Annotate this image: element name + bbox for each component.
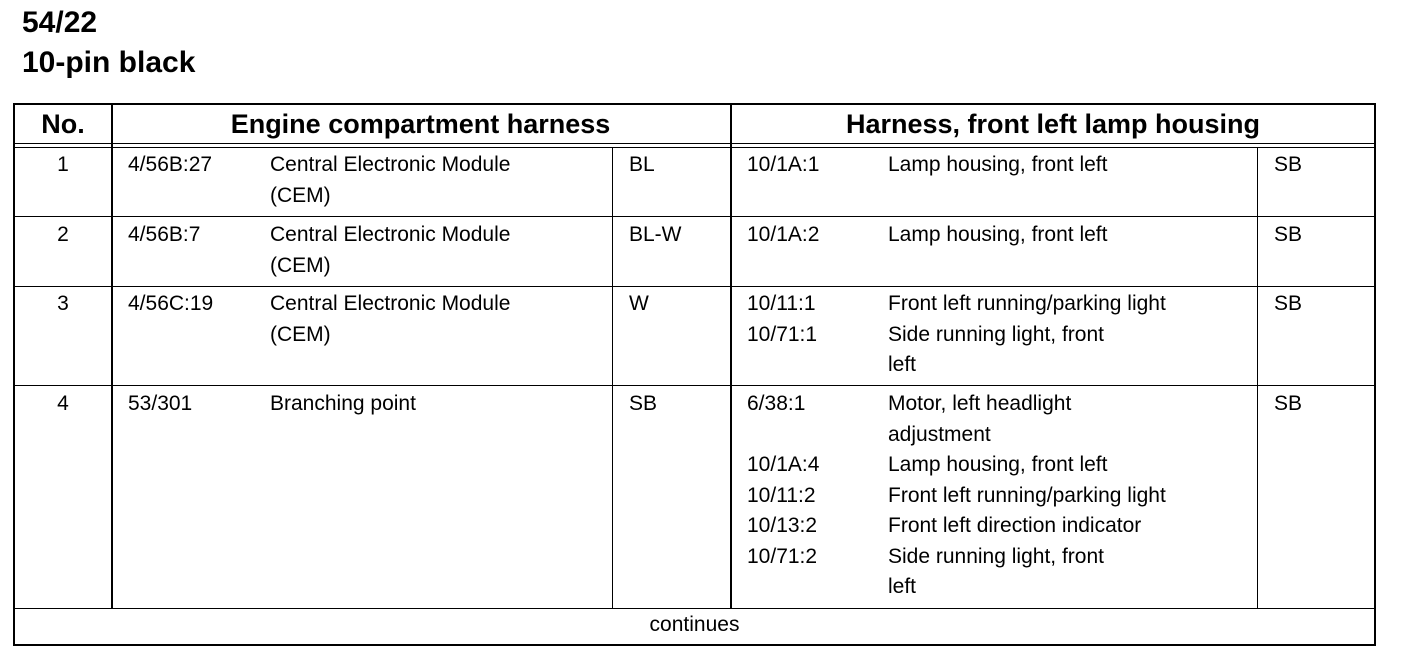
row-4-left-code: 53/301 bbox=[128, 392, 193, 415]
row-1-right-code: 10/1A:1 bbox=[747, 153, 820, 176]
row-3-left-color: W bbox=[629, 292, 649, 315]
pin-table bbox=[13, 103, 1376, 646]
row-separator bbox=[15, 385, 1374, 386]
row-4-right-code-2: 10/1A:4 bbox=[747, 453, 820, 476]
footer-separator bbox=[15, 608, 1374, 609]
row-3-left-desc: Central Electronic Module (CEM) bbox=[270, 292, 511, 346]
row-4-right-code-3: 10/11:2 bbox=[747, 483, 816, 507]
header-no: No. bbox=[41, 109, 85, 139]
connector-description: 10-pin black bbox=[22, 46, 196, 79]
row-4-right-code-1: 6/38:1 bbox=[747, 392, 806, 415]
row-2-left-code: 4/56B:7 bbox=[128, 223, 201, 246]
row-3-right-desc-2: Side running light, front left bbox=[888, 322, 1104, 376]
row-3-right-color: SB bbox=[1274, 292, 1303, 315]
header-engine-harness: Engine compartment harness bbox=[230, 109, 611, 139]
col-divider-harness bbox=[730, 105, 732, 608]
row-4-left-color: SB bbox=[629, 392, 658, 415]
row-4-right-desc-3: Front left running/parking light bbox=[888, 483, 1166, 507]
connector-id: 54/22 bbox=[22, 6, 98, 39]
row-4-right-code-5: 10/71:2 bbox=[747, 544, 818, 568]
continues-note: continues bbox=[649, 613, 740, 636]
row-1-left-code: 4/56B:27 bbox=[128, 153, 213, 176]
row-2-left-desc: Central Electronic Module (CEM) bbox=[270, 223, 511, 277]
row-1-right-color: SB bbox=[1274, 153, 1303, 176]
row-3-right-code: 10/11:1 bbox=[747, 292, 816, 315]
row-4-right-desc-1: Motor, left headlight adjustment bbox=[888, 392, 1072, 446]
row-4-no: 4 bbox=[57, 392, 69, 415]
row-4-right-code-4: 10/13:2 bbox=[747, 514, 818, 537]
row-1-left-color: BL bbox=[629, 153, 655, 176]
row-2-right-code: 10/1A:2 bbox=[747, 223, 820, 246]
col-divider-no bbox=[111, 105, 113, 608]
row-2-right-desc: Lamp housing, front left bbox=[888, 223, 1108, 246]
row-2-left-color: BL-W bbox=[629, 223, 682, 246]
row-separator bbox=[15, 286, 1374, 287]
row-separator bbox=[15, 216, 1374, 217]
row-3-no: 3 bbox=[57, 292, 69, 315]
header-separator bbox=[15, 143, 1374, 148]
row-4-right-desc-5: Side running light, front left bbox=[888, 544, 1104, 598]
row-1-left-desc: Central Electronic Module (CEM) bbox=[270, 153, 511, 207]
row-2-right-color: SB bbox=[1274, 223, 1303, 246]
row-4-right-desc-2: Lamp housing, front left bbox=[888, 453, 1108, 476]
row-2-no: 2 bbox=[57, 223, 69, 246]
row-3-right-code-2: 10/71:1 bbox=[747, 322, 818, 346]
header-lamp-harness: Harness, front left lamp housing bbox=[845, 109, 1261, 139]
row-4-right-color: SB bbox=[1274, 392, 1303, 415]
row-4-right-desc-4: Front left direction indicator bbox=[888, 514, 1142, 537]
row-4-left-desc: Branching point bbox=[270, 392, 416, 415]
row-3-right-desc: Front left running/parking light bbox=[888, 292, 1166, 315]
row-1-no: 1 bbox=[57, 153, 69, 176]
row-1-right-desc: Lamp housing, front left bbox=[888, 153, 1108, 176]
row-3-left-code: 4/56C:19 bbox=[128, 292, 214, 315]
